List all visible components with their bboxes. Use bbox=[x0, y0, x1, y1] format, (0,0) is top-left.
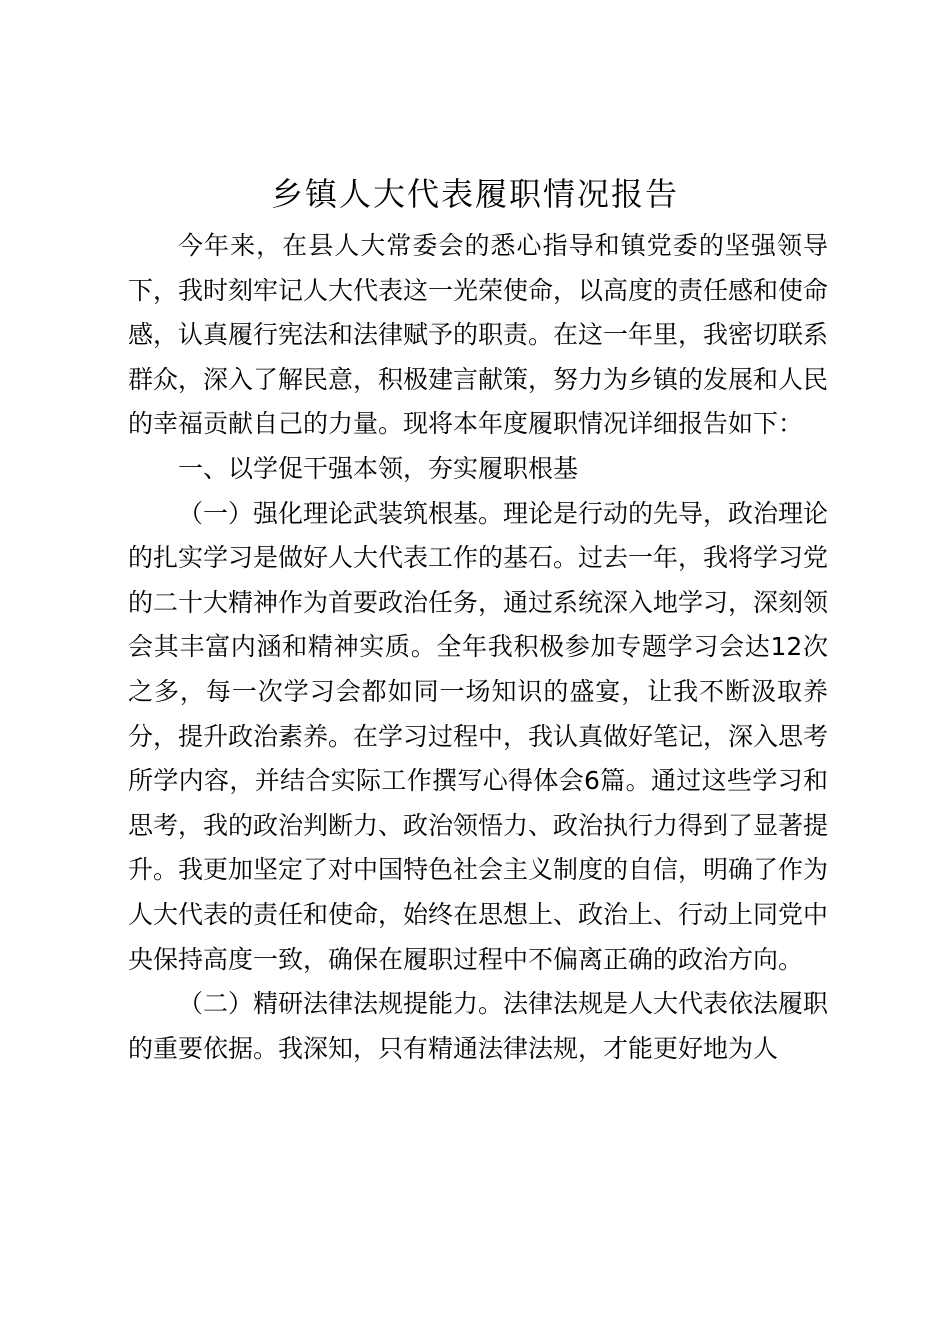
document-body bbox=[128, 224, 828, 1071]
subsection-paragraph-2: （二）精研法律法规提能力。法律法规是人大代表依法履职的重要依据。我深知，只有精通法律法规，才能更好地为人 bbox=[128, 989, 829, 1063]
intro-paragraph: 今年来，在县人大常委会的悉心指导和镇党委的坚强领导下，我时刻牢记人大代表这一光荣使命，以高度的责任感和使命感，认真履行宪法和法律赋予的职责。在这一年里，我密切联系群众，深入了解民意，积极建言献策，努力为乡镇的发展和人民的幸福贡献自己的力量。现将本年度履职情况详细报告如下： bbox=[128, 231, 829, 439]
subsection-paragraph-1: （一）强化理论武装筑根基。理论是行动的先导，政治理论的扎实学习是做好人大代表工作的基石。过去一年，我将学习党的二十大精神作为首要政治任务，通过系统深入地学习，深刻领会其丰富内涵和精神实质。全年我积极参加专题学习会达12次之多，每一次学习会都如同一场知识的盛宴，让我不断汲取养分，提升政治素养。在学习过程中，我认真做好笔记，深入思考所学内容，并结合实际工作撰写心得体会6篇。通过这些学习和思考，我的政治判断力、政治领悟力、政治执行力得到了显著提升。我更加坚定了对中国特色社会主义制度的自信，明确了作为人大代表的责任和使命，始终在思想上、政治上、行动上同党中央保持高度一致，确保在履职过程中不偏离正确的政治方向。 bbox=[128, 498, 829, 974]
document-title: 乡镇人大代表履职情况报告 bbox=[270, 175, 679, 213]
section-heading: 一、以学促干强本领，夯实履职根基 bbox=[178, 453, 579, 483]
